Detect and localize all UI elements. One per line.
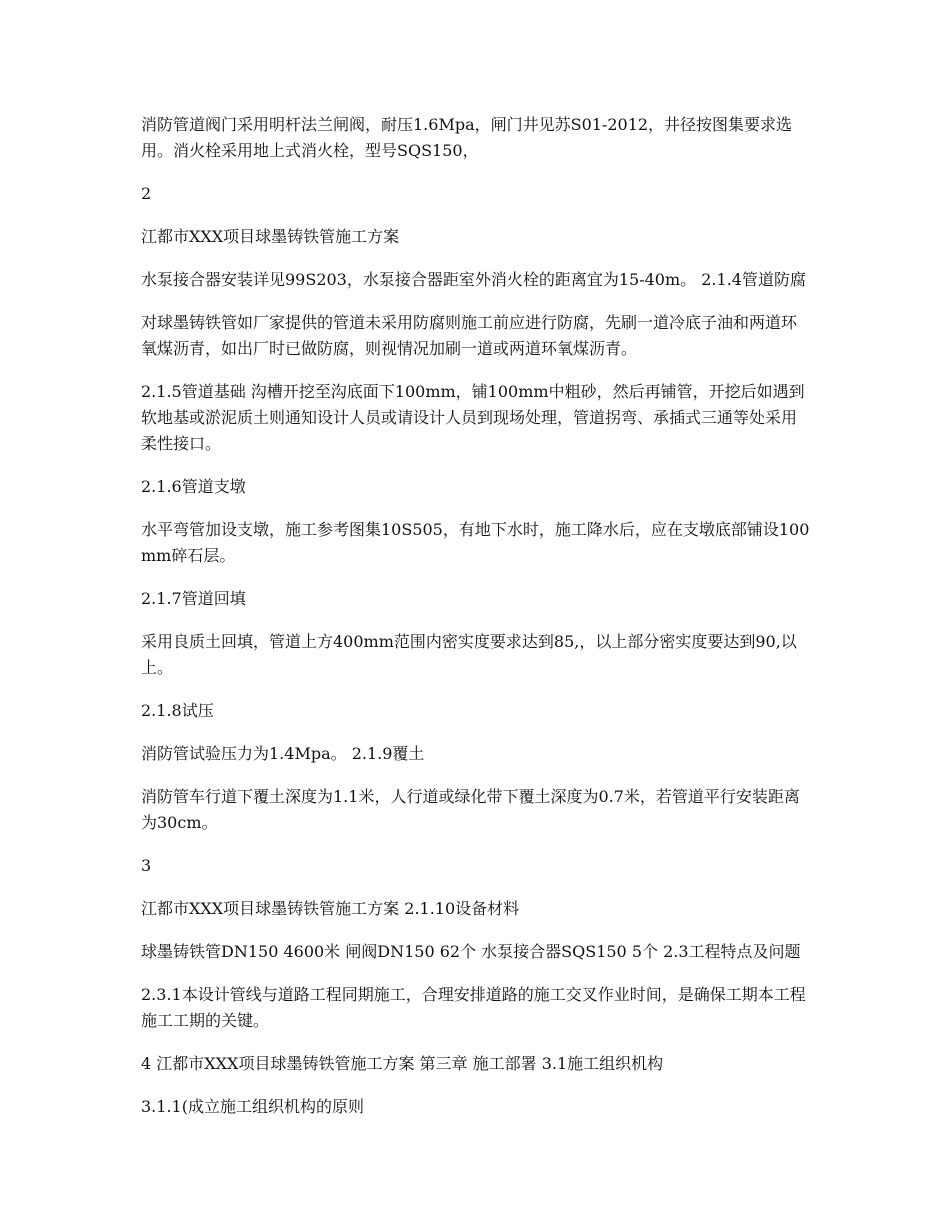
paragraph-pressure-test: 消防管试验压力为1.4Mpa。 2.1.9覆土: [141, 744, 425, 763]
section-heading-pressure-test: 2.1.8试压: [141, 701, 214, 720]
paragraph-project-features: 2.3.1本设计管线与道路工程同期施工，合理安排道路的施工交叉作业时间，是确保工期本工程施工工期的关键。: [141, 985, 806, 1030]
section-heading-backfill: 2.1.7管道回填: [141, 589, 246, 608]
paragraph-soil-cover: 消防管车行道下覆土深度为1.1米，人行道或绿化带下覆土深度为0.7米，若管道平行安装距离为30cm。: [141, 787, 800, 832]
section-heading-organization: 3.1.1(成立施工组织机构的原则: [141, 1097, 364, 1116]
paragraph-pump-adapter: 水泵接合器安装详见99S203，水泵接合器距室外消火栓的距离宜为15-40m。 2.1.4管道防腐: [141, 270, 806, 289]
chapter-heading-deployment: 4 江都市XXX项目球墨铸铁管施工方案 第三章 施工部署 3.1施工组织机构: [141, 1054, 664, 1073]
running-header: 江都市XXX项目球墨铸铁管施工方案: [141, 227, 400, 246]
page-number: 2: [141, 184, 152, 203]
running-header-materials: 江都市XXX项目球墨铸铁管施工方案 2.1.10设备材料: [141, 899, 520, 918]
page-number: 3: [141, 856, 152, 875]
paragraph-valve-spec: 消防管道阀门采用明杆法兰闸阀，耐压1.6Mpa，闸门井见苏S01-2012，井径按图集要求选用。消火栓采用地上式消火栓，型号SQS150，: [141, 115, 793, 160]
paragraph-anticorrosion: 对球墨铸铁管如厂家提供的管道未采用防腐则施工前应进行防腐，先刷一道冷底子油和两道环氧煤沥青，如出厂时已做防腐，则视情况加刷一道或两道环氧煤沥青。: [141, 313, 798, 358]
paragraph-materials-list: 球墨铸铁管DN150 4600米 闸阀DN150 62个 水泵接合器SQS150 5个 2.3工程特点及问题: [141, 942, 801, 961]
paragraph-pipe-foundation: 2.1.5管道基础 沟槽开挖至沟底面下100mm，铺100mm中粗砂，然后再铺管，开挖后如遇到软地基或淤泥质土则通知设计人员或请设计人员到现场处理，管道拐弯、承插式三通等处采用柔性接口。: [141, 382, 805, 453]
paragraph-pipe-support: 水平弯管加设支墩，施工参考图集10S505，有地下水时，施工降水后，应在支墩底部铺设100mm碎石层。: [141, 520, 810, 565]
document-body: [141, 112, 811, 1137]
section-heading-pipe-support: 2.1.6管道支墩: [141, 477, 246, 496]
paragraph-backfill: 采用良质土回填，管道上方400mm范围内密实度要求达到85,，以上部分密实度要达到90,以上。: [141, 632, 797, 677]
